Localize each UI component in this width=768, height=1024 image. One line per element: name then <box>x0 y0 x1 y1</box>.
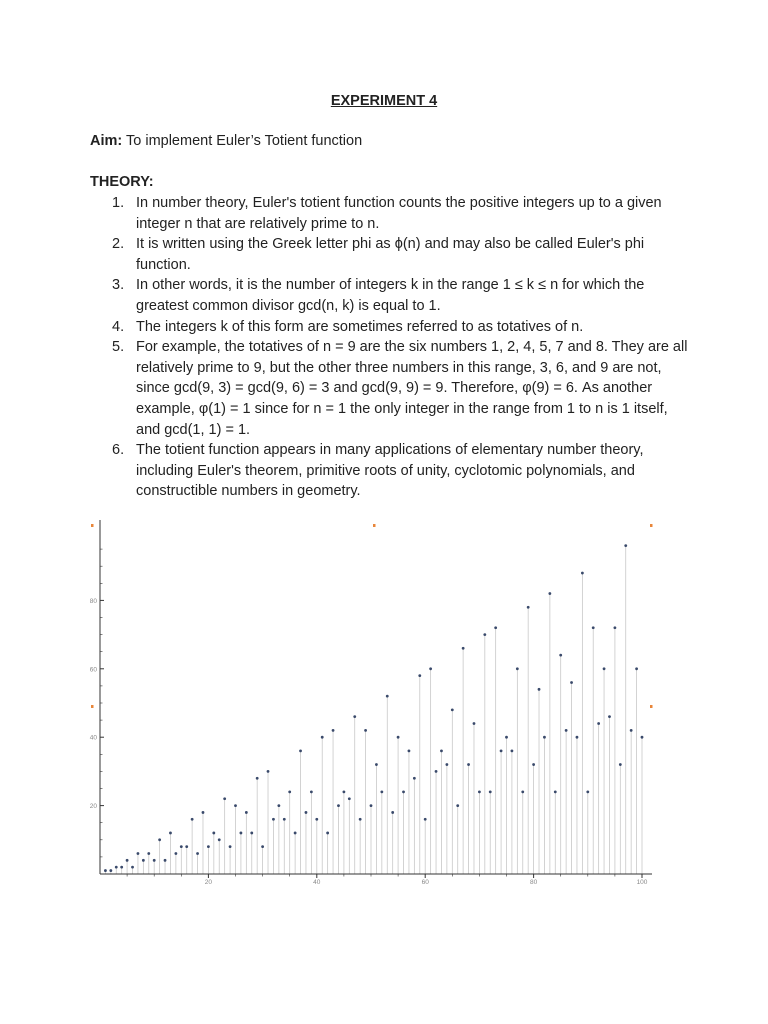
data-point <box>559 654 562 657</box>
data-point <box>234 804 237 807</box>
data-point <box>359 818 362 821</box>
y-tick-label: 80 <box>89 597 97 605</box>
y-tick-label: 20 <box>89 803 97 811</box>
totient-chart-svg <box>84 515 664 890</box>
data-point <box>467 763 470 766</box>
data-point <box>494 626 497 629</box>
y-tick-label: 60 <box>89 666 97 674</box>
data-point <box>115 866 118 869</box>
data-point <box>256 777 259 780</box>
data-point <box>445 763 448 766</box>
aim-label: Aim: <box>90 133 123 149</box>
data-point <box>137 852 140 855</box>
aim-line <box>90 133 362 149</box>
list-item-number: 3. <box>112 277 125 294</box>
data-point <box>142 859 145 862</box>
data-point <box>212 832 215 835</box>
list-item <box>90 275 690 316</box>
data-point <box>635 667 638 670</box>
list-item <box>90 440 690 502</box>
data-point <box>478 791 481 794</box>
data-point <box>483 633 486 636</box>
chart-ticks <box>90 549 648 886</box>
data-point <box>332 729 335 732</box>
data-point <box>174 852 177 855</box>
data-point <box>521 791 524 794</box>
chart-points <box>104 544 643 872</box>
data-point <box>456 804 459 807</box>
data-point <box>397 736 400 739</box>
data-point <box>294 832 297 835</box>
data-point <box>505 736 508 739</box>
data-point <box>109 869 112 872</box>
data-point <box>375 763 378 766</box>
data-point <box>104 869 107 872</box>
data-point <box>570 681 573 684</box>
list-item-number: 6. <box>112 442 125 459</box>
data-point <box>608 715 611 718</box>
data-point <box>153 859 156 862</box>
list-item-text: In other words, it is the number of integers k in the range 1 ≤ k ≤ n for which the greatest common divisor gcd(n, k) is equal to 1. <box>136 277 645 314</box>
data-point <box>641 736 644 739</box>
x-tick-label: 60 <box>421 879 429 886</box>
data-point <box>169 832 172 835</box>
list-item-text: It is written using the Greek letter phi as ϕ(n) and may also be called Euler's phi function. <box>136 236 645 273</box>
data-point <box>267 770 270 773</box>
data-point <box>532 763 535 766</box>
list-item-number: 1. <box>112 195 125 211</box>
chart-axes <box>100 520 652 874</box>
data-point <box>272 818 275 821</box>
data-point <box>261 845 264 848</box>
data-point <box>511 749 514 752</box>
list-item-text: The integers k of this form are sometimes referred to as totatives of n. <box>136 318 584 335</box>
list-item-text: For example, the totatives of n = 9 are the six numbers 1, 2, 4, 5, 7 and 8. They are all relatively prime to 9, but the other three numbers in this range, 3, 6, and 9 are not, since gcd(9, 3) = gcd(9, 6) = 3 and gcd(9, 9) = 9. Therefore, φ(9) = 6. As another example, φ(1) = 1 since for n = 1 the only integer in the range from 1 to n is 1 itself, and gcd(1, 1) = 1. <box>136 339 688 438</box>
data-point <box>462 647 465 650</box>
data-point <box>548 592 551 595</box>
x-tick-label: 80 <box>529 879 538 886</box>
list-item <box>90 234 690 275</box>
data-point <box>402 791 405 794</box>
data-point <box>592 626 595 629</box>
data-point <box>543 736 546 739</box>
theory-list <box>90 193 690 502</box>
list-item-text: The totient function appears in many applications of elementary number theory, including Euler's theorem, primitive roots of unity, cyclotomic polynomials, and constructible numbers in geometry. <box>136 442 644 500</box>
data-point <box>245 811 248 814</box>
data-point <box>435 770 438 773</box>
data-point <box>489 791 492 794</box>
data-point <box>603 667 606 670</box>
chart-corner-markers <box>91 524 653 708</box>
data-point <box>424 818 427 821</box>
corner-marker <box>373 524 376 527</box>
data-point <box>164 859 167 862</box>
data-point <box>380 791 383 794</box>
data-point <box>223 797 226 800</box>
chart-stems <box>105 546 642 874</box>
data-point <box>348 797 351 800</box>
data-point <box>614 626 617 629</box>
data-point <box>440 749 443 752</box>
data-point <box>240 832 243 835</box>
data-point <box>310 791 313 794</box>
x-tick-label: 20 <box>204 879 213 886</box>
y-tick-label: 40 <box>89 734 97 742</box>
data-point <box>158 838 161 841</box>
data-point <box>180 845 183 848</box>
data-point <box>418 674 421 677</box>
corner-marker <box>650 524 653 527</box>
list-item-number: 5. <box>112 339 125 356</box>
data-point <box>353 715 356 718</box>
data-point <box>126 859 129 862</box>
data-point <box>451 708 454 711</box>
data-point <box>299 749 302 752</box>
data-point <box>565 729 568 732</box>
data-point <box>586 791 589 794</box>
data-point <box>624 544 627 547</box>
data-point <box>131 866 134 869</box>
data-point <box>218 838 221 841</box>
list-item-number: 2. <box>112 236 125 253</box>
list-item <box>90 337 690 440</box>
data-point <box>527 606 530 609</box>
totient-chart <box>84 515 664 890</box>
data-point <box>250 832 253 835</box>
data-point <box>500 749 503 752</box>
data-point <box>408 749 411 752</box>
data-point <box>576 736 579 739</box>
data-point <box>343 791 346 794</box>
data-point <box>364 729 367 732</box>
data-point <box>554 791 557 794</box>
data-point <box>196 852 199 855</box>
data-point <box>538 688 541 691</box>
theory-heading: THEORY: <box>90 174 154 190</box>
data-point <box>147 852 150 855</box>
data-point <box>413 777 416 780</box>
data-point <box>429 667 432 670</box>
data-point <box>337 804 340 807</box>
data-point <box>619 763 622 766</box>
data-point <box>202 811 205 814</box>
data-point <box>370 804 373 807</box>
data-point <box>597 722 600 725</box>
corner-marker <box>91 705 94 708</box>
data-point <box>185 845 188 848</box>
x-tick-label: 100 <box>636 879 648 886</box>
data-point <box>283 818 286 821</box>
data-point <box>630 729 633 732</box>
data-point <box>581 572 584 575</box>
x-tick-label: 40 <box>313 879 321 886</box>
data-point <box>305 811 308 814</box>
data-point <box>516 667 519 670</box>
data-point <box>326 832 329 835</box>
document-title: EXPERIMENT 4 <box>330 93 438 109</box>
data-point <box>229 845 232 848</box>
data-point <box>120 866 123 869</box>
data-point <box>207 845 210 848</box>
data-point <box>473 722 476 725</box>
data-point <box>315 818 318 821</box>
data-point <box>321 736 324 739</box>
corner-marker <box>650 705 653 708</box>
data-point <box>277 804 280 807</box>
list-item-text: In number theory, Euler's totient function counts the positive integers up to a given integer n that are relatively prime to n. <box>136 195 662 232</box>
list-item-number: 4. <box>112 318 125 335</box>
data-point <box>288 791 291 794</box>
list-item <box>90 317 690 338</box>
data-point <box>386 695 389 698</box>
data-point <box>191 818 194 821</box>
aim-text: To implement Euler’s Totient function <box>122 133 363 149</box>
list-item <box>90 193 690 234</box>
data-point <box>391 811 394 814</box>
corner-marker <box>91 524 94 527</box>
